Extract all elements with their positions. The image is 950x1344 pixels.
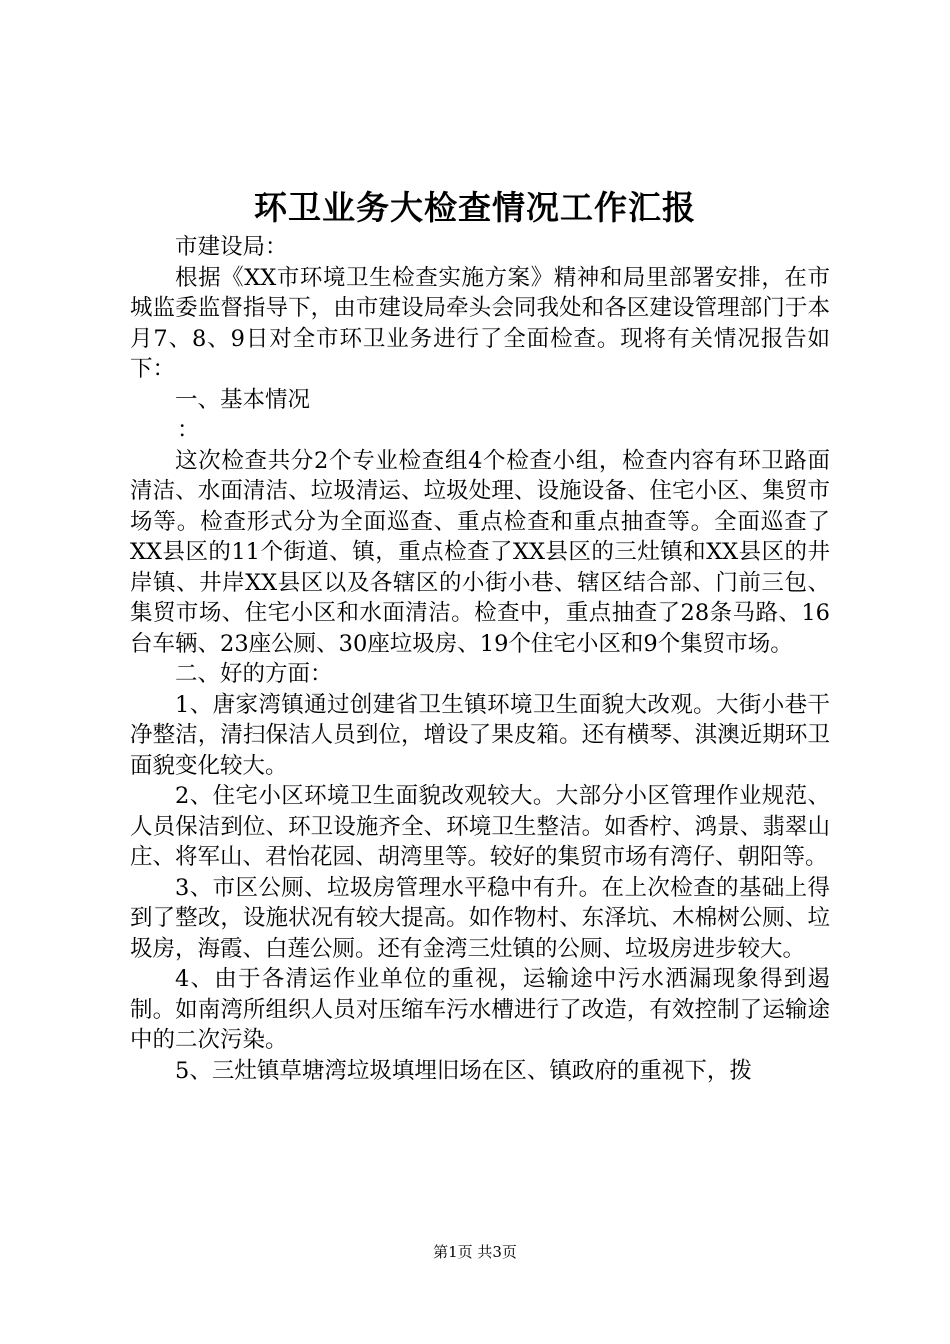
good-point-1: 1、唐家湾镇通过创建省卫生镇环境卫生面貌大改观。大街小巷干净整洁，清扫保洁人员到位，增设了果皮箱。还有横琴、淇澳近期环卫面貌变化较大。	[130, 691, 830, 779]
intro-paragraph: 根据《XX市环境卫生检查实施方案》精神和局里部署安排，在市城监委监督指导下，由市建设局牵头会同我处和各区建设管理部门于本月7、8、9日对全市环卫业务进行了全面检查。现将有关情况报告如下：	[130, 264, 830, 382]
document-body	[130, 232, 830, 1086]
section-heading-good: 二、好的方面：	[175, 661, 333, 687]
stray-colon: ：	[177, 417, 200, 443]
good-point-2: 2、住宅小区环境卫生面貌改观较大。大部分小区管理作业规范、人员保洁到位、环卫设施齐全、环境卫生整洁。如香柠、鸿景、翡翠山庄、将军山、君怡花园、胡湾里等。较好的集贸市场有湾仔、朝阳等。	[130, 783, 830, 870]
salutation: 市建设局：	[175, 234, 288, 260]
section-heading-basic: 一、基本情况	[175, 386, 311, 413]
good-point-4: 4、由于各清运作业单位的重视，运输途中污水洒漏现象得到遏制。如南湾所组织人员对压缩车污水槽进行了改造，有效控制了运输途中的二次污染。	[130, 966, 830, 1053]
good-point-5: 5、三灶镇草塘湾垃圾填埋旧场在区、镇政府的重视下，拨	[175, 1057, 752, 1084]
document-title: 环卫业务大检查情况工作汇报	[254, 188, 696, 227]
basic-situation-paragraph: 这次检查共分2个专业检查组4个检查小组，检查内容有环卫路面清洁、水面清洁、垃圾清运、垃圾处理、设施设备、住宅小区、集贸市场等。检查形式分为全面巡查、重点检查和重点抽查等。全面巡查了XX县区的11个街道、镇，重点检查了XX县区的三灶镇和XX县区的井岸镇、井岸XX县区以及各辖区的小街小巷、辖区结合部、门前三包、集贸市场、住宅小区和水面清洁。检查中，重点抽查了28条马路、16台车辆、23座公厕、30座垃圾房、19个住宅小区和9个集贸市场。	[130, 447, 830, 657]
page-footer: 第1页 共3页	[433, 1243, 517, 1261]
good-point-3: 3、市区公厕、垃圾房管理水平稳中有升。在上次检查的基础上得到了整改，设施状况有较大提高。如作物村、东泽坑、木棉树公厕、垃圾房，海霞、白莲公厕。还有金湾三灶镇的公厕、垃圾房进步较大。	[130, 874, 830, 962]
